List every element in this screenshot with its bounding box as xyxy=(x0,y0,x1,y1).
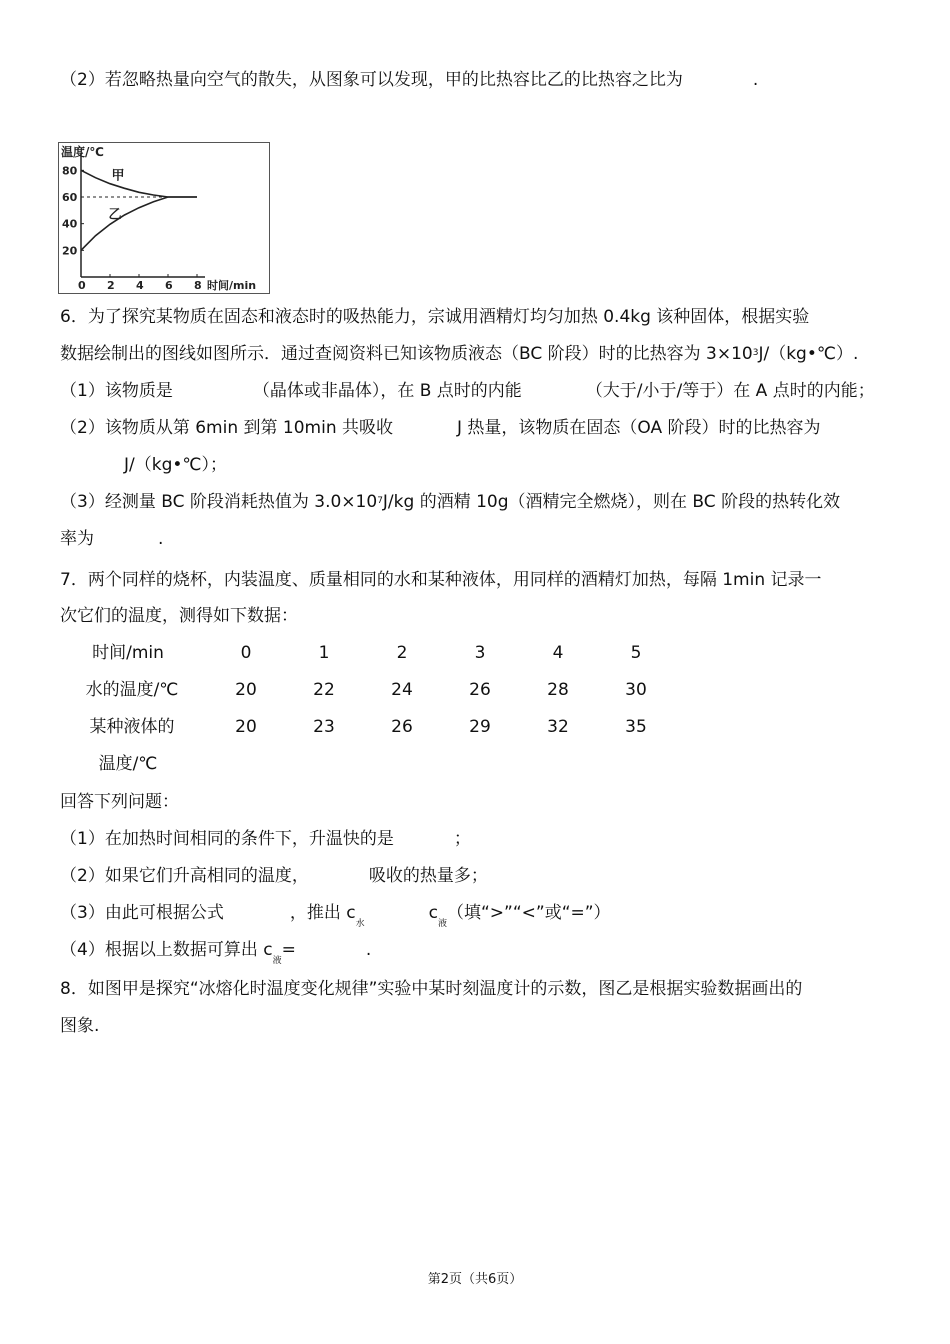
q7-part3-sub2: 液 xyxy=(437,919,447,929)
q6-part1-b: （晶体或非晶体），在 B 点时的内能 xyxy=(252,381,522,401)
q6-stem-2 xyxy=(60,342,858,369)
table-row-label: 温度/℃ xyxy=(98,754,158,774)
table-cell: 32 xyxy=(547,717,569,737)
table-cell: 26 xyxy=(469,680,491,700)
table-cell: 20 xyxy=(235,680,257,700)
series-line-0 xyxy=(81,170,197,197)
q6-stem-1: 6．为了探究某物质在固态和液态时的吸热能力，宗诚用酒精灯均匀加热 0.4kg 该种固体，根据实验 xyxy=(60,307,810,327)
table-cell: 29 xyxy=(469,717,491,737)
q7-part1-a: （1）在加热时间相同的条件下，升温快的是 xyxy=(60,829,394,849)
q6-part3-cont xyxy=(60,527,163,551)
table-cell: 22 xyxy=(313,680,335,700)
x-axis-label: 时间/min xyxy=(207,279,257,292)
q7-part3-b: ，推出 c xyxy=(289,903,356,923)
q7-part3-c: c xyxy=(428,903,438,923)
q7-part4-end: . xyxy=(365,940,372,960)
q7-part4 xyxy=(60,938,371,965)
table-cell: 2 xyxy=(396,643,408,663)
q6-stem-2-text: 数据绘制出的图线如图所示．通过查阅资料已知该物质液态（BC 阶段）时的比热容为 3×10 xyxy=(60,344,753,364)
q6-part3-end: . xyxy=(158,529,164,549)
q5-part2-end: . xyxy=(752,70,759,90)
table-cell: 1 xyxy=(318,643,330,663)
q8-stem-1: 8．如图甲是探究“冰熔化时温度变化规律”实验中某时刻温度计的示数，图乙是根据实验数据画出的 xyxy=(60,979,803,999)
table-cell: 30 xyxy=(625,680,647,700)
q7-part2-b: 吸收的热量多； xyxy=(368,866,488,886)
series-line-1 xyxy=(81,197,197,250)
q7-part1 xyxy=(60,827,471,851)
table-row-label: 时间/min xyxy=(92,643,164,663)
table-row-label: 某种液体的 xyxy=(89,717,175,737)
q6-part3-a: （3）经测量 BC 阶段消耗热值为 3.0×10 xyxy=(60,492,378,512)
q6-stem-2-end: J/（kg•℃）. xyxy=(758,344,859,364)
q6-part2 xyxy=(60,416,821,440)
q6-part1-a: （1）该物质是 xyxy=(60,381,173,401)
q7-part2 xyxy=(60,864,488,888)
x-tick-label: 2 xyxy=(107,279,115,292)
q7-stem-2: 次它们的温度，测得如下数据： xyxy=(60,606,298,626)
table-cell: 24 xyxy=(391,680,413,700)
x-tick-label: 4 xyxy=(136,279,144,292)
y-tick-label: 20 xyxy=(62,244,78,258)
q6-part2-cont: J/（kg•℃）； xyxy=(124,455,227,475)
q8-stem-2: 图象. xyxy=(60,1016,100,1036)
q6-part3-b: J/kg 的酒精 10g（酒精完全燃烧），则在 BC 阶段的热转化效 xyxy=(382,492,841,512)
q7-part3 xyxy=(60,901,611,928)
y-axis-label: 温度/℃ xyxy=(61,145,104,159)
q7-part1-end: ； xyxy=(453,829,471,849)
q7-answer-prompt: 回答下列问题： xyxy=(60,792,179,812)
x-tick-label: 6 xyxy=(165,279,173,292)
chart-svg xyxy=(59,143,269,293)
y-tick-label: 40 xyxy=(62,217,78,231)
table-cell: 23 xyxy=(313,717,335,737)
page-footer: 第2页（共6页） xyxy=(427,1272,523,1287)
q7-part2-a: （2）如果它们升高相同的温度， xyxy=(60,866,309,886)
table-cell: 4 xyxy=(552,643,564,663)
q7-part3-a: （3）由此可根据公式 xyxy=(60,903,224,923)
q7-stem-1: 7．两个同样的烧杯，内装温度、质量相同的水和某种液体，用同样的酒精灯加热，每隔 1min 记录一 xyxy=(60,570,822,590)
q6-stem-2-exp: 3 xyxy=(752,348,759,358)
q7-part3-sub1: 水 xyxy=(355,919,365,929)
q5-part2 xyxy=(60,68,758,92)
q6-part1-c: （大于/小于/等于）在 A 点时的内能； xyxy=(585,381,875,401)
table-cell: 0 xyxy=(240,643,252,663)
x-tick-label: 0 xyxy=(78,279,86,292)
table-cell: 26 xyxy=(391,717,413,737)
q6-part1 xyxy=(60,379,875,403)
q6-part3 xyxy=(60,490,840,517)
q7-part3-d: （填“>”“<”或“=”） xyxy=(446,903,611,923)
q7-part4-sub: 液 xyxy=(272,956,282,966)
q7-part4-b: = xyxy=(281,940,296,960)
q6-part3-c: 率为 xyxy=(60,529,94,549)
table-cell: 3 xyxy=(474,643,486,663)
q7-part4-a: （4）根据以上数据可算出 c xyxy=(60,940,273,960)
q6-part2-b: J 热量，该物质在固态（OA 阶段）时的比热容为 xyxy=(457,418,821,438)
table-cell: 28 xyxy=(547,680,569,700)
table-cell: 20 xyxy=(235,717,257,737)
series-label-jia: 甲 xyxy=(111,168,125,184)
series-label-yi: 乙 xyxy=(108,207,122,223)
y-tick-label: 80 xyxy=(62,164,78,178)
y-tick-label: 60 xyxy=(62,191,78,204)
q5-part2-text: （2）若忽略热量向空气的散失，从图象可以发现，甲的比热容比乙的比热容之比为 xyxy=(60,70,683,90)
x-tick-label: 8 xyxy=(194,279,202,292)
table-row-label: 水的温度/℃ xyxy=(85,680,179,700)
temperature-time-chart xyxy=(58,142,270,294)
q6-part2-a: （2）该物质从第 6min 到第 10min 共吸收 xyxy=(60,418,393,438)
table-cell: 35 xyxy=(625,717,647,737)
q6-part3-exp: 7 xyxy=(377,496,383,506)
table-cell: 5 xyxy=(630,643,642,663)
